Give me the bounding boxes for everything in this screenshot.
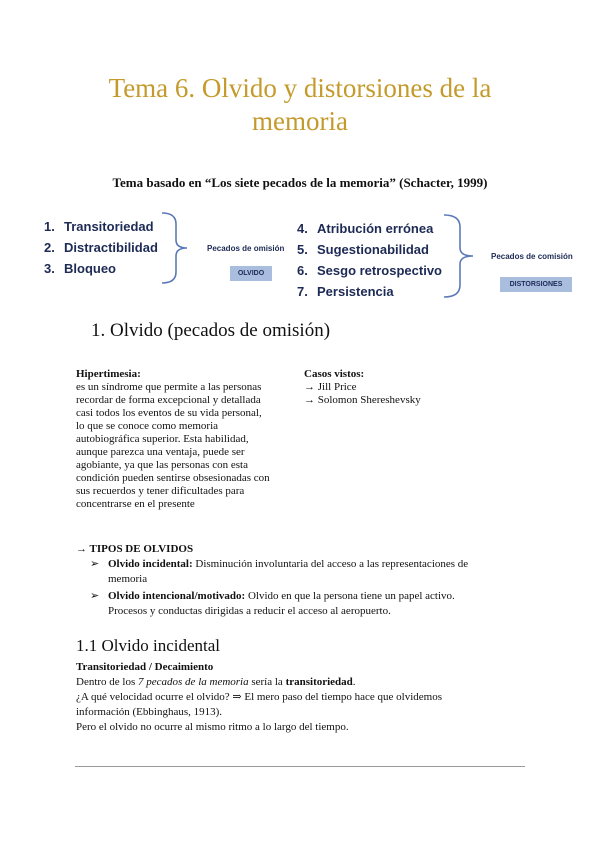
hipertimesia-line: lo que se conoce como memoria <box>76 420 219 432</box>
body-line: Pero el olvido no ocurre al mismo ritmo a lo largo del tiempo. <box>76 721 349 733</box>
document-title <box>0 72 600 138</box>
hipertimesia-line: aunque parezca una ventaja, puede ser <box>76 446 245 458</box>
title-line-2: memoria <box>252 106 348 136</box>
olvido-intencional-item <box>90 589 530 619</box>
hipertimesia-line: casi todos los eventos de su vida personal, <box>76 407 262 419</box>
omission-group-label: Pecados de omisión <box>207 244 285 253</box>
incidental-text-cont: memoria <box>108 573 148 585</box>
casos-title: Casos vistos: <box>304 368 365 380</box>
hipertimesia-title: Hipertimesia: <box>76 368 141 380</box>
section-1-1-heading: 1.1 Olvido incidental <box>76 636 221 655</box>
hipertimesia-line: recordar de forma excepcional y detallada <box>76 394 261 406</box>
hipertimesia-line: condición pueden sentirse obsesionadas con <box>76 472 270 484</box>
intencional-text: Olvido en que la persona tiene un papel activo. <box>245 590 455 602</box>
hipertimesia-line: concentrarse en el presente <box>76 498 195 510</box>
caso-item: → Solomon Shereshevsky <box>304 394 421 406</box>
body-line: información (Ebbinghaus, 1913). <box>76 706 223 718</box>
incidental-text: Disminución involuntaria del acceso a las representaciones de <box>192 558 469 570</box>
casos-block <box>304 368 504 407</box>
list-item: 4. Atribución errónea <box>297 221 434 236</box>
section-1-heading: 1. Olvido (pecados de omisión) <box>91 320 331 341</box>
olvido-incidental-item <box>90 557 530 587</box>
intencional-text-cont: Procesos y conductas dirigidas a reducir el acceso al aeropuerto. <box>108 605 391 617</box>
intencional-term: Olvido intencional/motivado: <box>108 590 246 602</box>
bullet-arrow-icon: ➢ <box>90 558 100 570</box>
list-item: 5. Sugestionabilidad <box>297 242 429 257</box>
commission-group-label: Pecados de comisión <box>491 252 573 261</box>
section-1-1-body <box>76 660 546 735</box>
horizontal-divider <box>75 766 525 767</box>
omission-brace <box>160 210 190 286</box>
bullet-arrow-icon: ➢ <box>90 590 100 602</box>
list-item: 1. Transitoriedad <box>44 219 154 234</box>
hipertimesia-block <box>76 368 306 511</box>
hipertimesia-line: agobiante, ya que las personas con esta <box>76 459 248 471</box>
hipertimesia-line: es un síndrome que permite a las personas <box>76 381 262 393</box>
olvido-tag: OLVIDO <box>230 266 272 281</box>
list-item: 2. Distractibilidad <box>44 240 158 255</box>
list-item: 3. Bloqueo <box>44 261 116 276</box>
hipertimesia-line: autobiográfica superior. Esta habilidad, <box>76 433 249 445</box>
hipertimesia-line: sus recuerdos y tener dificultades para <box>76 485 245 497</box>
transitoriedad-subheading: Transitoriedad / Decaimiento <box>76 661 214 673</box>
caso-item: → Jill Price <box>304 381 357 393</box>
body-line: ¿A qué velocidad ocurre el olvido? ⇒ El mero paso del tiempo hace que olvidemos <box>76 691 442 703</box>
title-line-1: Tema 6. Olvido y distorsiones de la <box>108 73 492 103</box>
omission-list <box>44 216 158 279</box>
list-item: 6. Sesgo retrospectivo <box>297 263 442 278</box>
commission-list <box>297 218 442 302</box>
list-item: 7. Persistencia <box>297 284 394 299</box>
distorsiones-tag: DISTORSIONES <box>500 277 572 292</box>
incidental-term: Olvido incidental: <box>108 558 193 570</box>
tipos-heading: → TIPOS DE OLVIDOS <box>76 543 194 555</box>
body-line: Dentro de los 7 pecados de la memoria sería la transitoriedad. <box>76 676 356 688</box>
subtitle: Tema basado en “Los siete pecados de la memoria” (Schacter, 1999) <box>112 175 488 190</box>
commission-brace <box>442 212 476 300</box>
